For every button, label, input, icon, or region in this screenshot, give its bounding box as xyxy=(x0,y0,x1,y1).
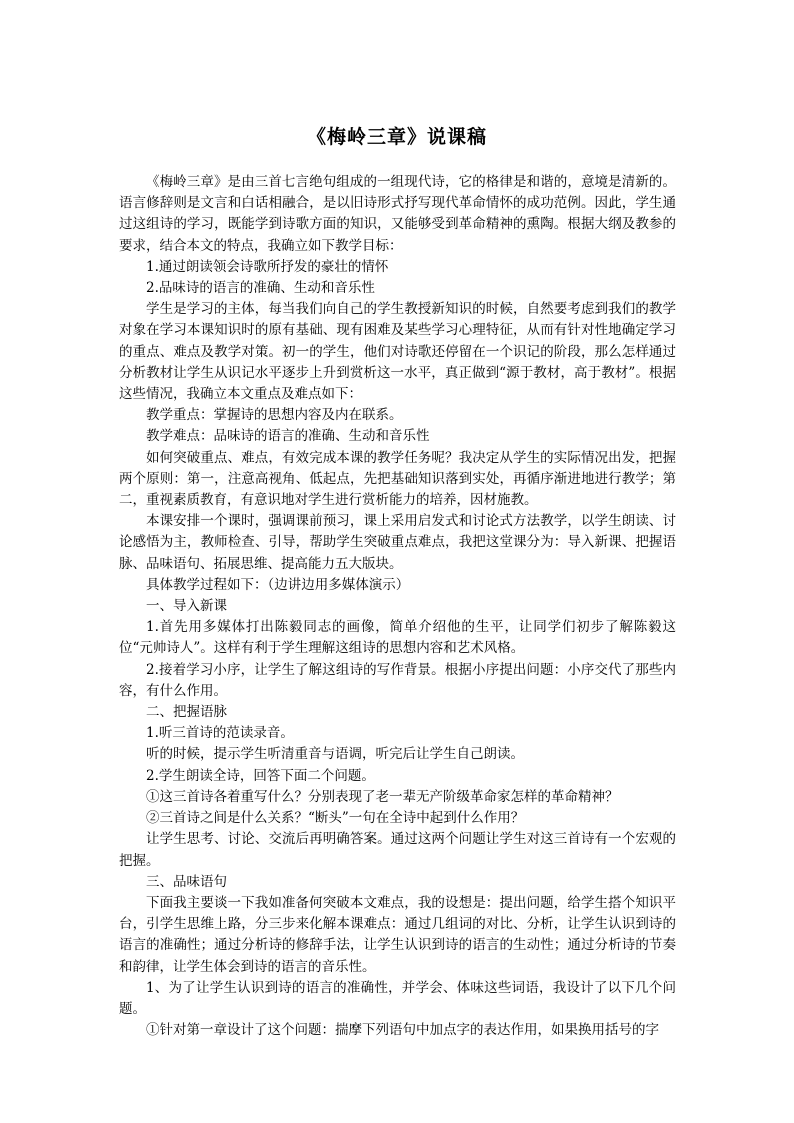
section-heading-3: 三、品味语句 xyxy=(146,873,227,890)
paragraph-key-point: 教学重点：掌握诗的思想内容及内在联系。 xyxy=(146,407,403,424)
paragraph-step-1-1: 1.首先用多媒体打出陈毅同志的画像，简单介绍他的生平，让同学们初步了解陈毅这位“元帅诗人”。这样有利于学生理解这组诗的思想内容和艺术风格。 xyxy=(119,619,676,657)
paragraph-difficult-point: 教学难点：品味诗的语言的准确、生动和音乐性 xyxy=(146,428,430,445)
paragraph-question-1: ①这三首诗各着重写什么？分别表现了老一辈无产阶级革命家怎样的革命精神？ xyxy=(146,788,619,805)
paragraph-step-2-1: 1.听三首诗的范读录音。 xyxy=(146,725,294,742)
paragraph-step-1-2: 2.接着学习小序，让学生了解这组诗的写作背景。根据小序提出问题：小序交代了那些内容，有什么作用。 xyxy=(119,661,676,699)
paragraph-chapter-1-question: ①针对第一章设计了这个问题：揣摩下列语句中加点字的表达作用，如果换用括号的字 xyxy=(146,1022,659,1039)
paragraph-lesson-plan: 本课安排一个课时，强调课前预习，课上采用启发式和讨论式方法教学，以学生朗读、讨论感悟为主，教师检查、引导，帮助学生突破重点难点，我把这堂课分为：导入新课、把握语脉、品味语句、拓展思维、提高能力五大版块。 xyxy=(119,513,676,572)
document-title: 《梅岭三章》说课稿 xyxy=(306,126,487,148)
paragraph-student-analysis: 学生是学习的主体，每当我们向自己的学生教授新知识的时候，自然要考虑到我们的教学对象在学习本课知识时的原有基础、现有困难及某些学习心理特征，从而有针对性地确定学习的重点、难点及教学对策。初一的学生，他们对诗歌还停留在一个识记的阶段，那么怎样通过分析教材让学生从识记水平逐步上升到赏析这一水平，真正做到“源于教材，高于教材”。根据这些情况，我确立本文重点及难点如下： xyxy=(119,301,676,403)
paragraph-process-intro: 具体教学过程如下：（边讲边用多媒体演示） xyxy=(146,576,410,593)
paragraph-step-2-2: 2.学生朗读全诗，回答下面二个问题。 xyxy=(146,767,375,784)
paragraph-goal-1: 1.通过朗读领会诗歌所抒发的豪壮的情怀 xyxy=(146,258,389,275)
paragraph-goal-2: 2.品味诗的语言的准确、生动和音乐性 xyxy=(146,280,375,297)
paragraph-question-2: ②三首诗之间是什么关系？“断头”一句在全诗中起到什么作用？ xyxy=(146,810,525,827)
document-body xyxy=(119,172,676,1041)
paragraph-intro: 《梅岭三章》是由三首七言绝句组成的一组现代诗，它的格律是和谐的，意境是清新的。语言修辞则是文言和白话相融合，是以旧诗形式抒写现代革命情怀的成功范例。因此，学生通过这组诗的学习，既能学到诗歌方面的知识，又能够受到革命精神的熏陶。根据大纲及教参的要求，结合本文的特点，我确立如下教学目标： xyxy=(119,174,676,254)
section-heading-2: 二、把握语脉 xyxy=(146,704,227,721)
paragraph-discussion: 让学生思考、讨论、交流后再明确答案。通过这两个问题让学生对这三首诗有一个宏观的把握。 xyxy=(119,831,676,869)
paragraph-listening-tip: 听的时候，提示学生听清重音与语调，听完后让学生自己朗读。 xyxy=(146,746,524,763)
paragraph-accuracy-intro: 1、为了让学生认识到诗的语言的准确性，并学会、体味这些词语，我设计了以下几个问题。 xyxy=(119,979,676,1017)
paragraph-principles: 如何突破重点、难点，有效完成本课的教学任务呢？我决定从学生的实际情况出发，把握两个原则：第一，注意高视角、低起点，先把基础知识落到实处，再循序渐进地进行教学；第二，重视素质教育，有意识地对学生进行赏析能力的培养，因材施教。 xyxy=(119,449,676,509)
section-heading-1: 一、导入新课 xyxy=(146,598,227,615)
paragraph-difficulty-plan: 下面我主要谈一下我如准备何突破本文难点，我的设想是：提出问题，给学生搭个知识平台，引学生思维上路，分三步来化解本课难点：通过几组词的对比、分析，让学生认识到诗的语言的准确性；通过分析诗的修辞手法，让学生认识到诗的语言的生动性；通过分析诗的节奏和韵律，让学生体会到诗的语言的音乐性。 xyxy=(119,894,676,975)
